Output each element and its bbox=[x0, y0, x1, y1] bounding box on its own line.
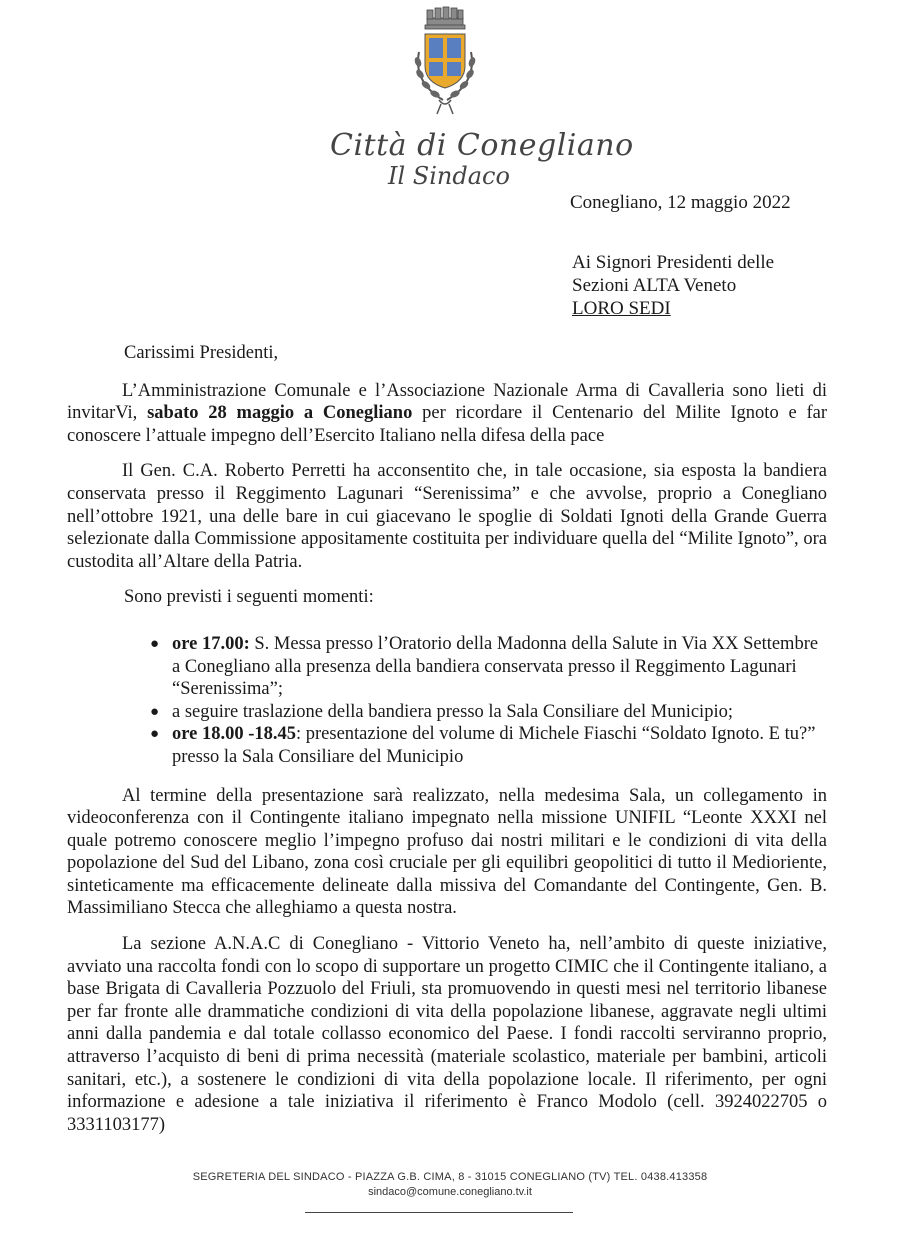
paragraph-invitation-part1: L’Amministrazione Comunale e l’Associazione Nazionale Arma di Cavalleria sono lieti di invitarVi, bbox=[67, 380, 827, 424]
recipient-line-2: Sezioni ALTA Veneto bbox=[572, 275, 737, 296]
bullet-icon: ● bbox=[150, 726, 160, 743]
moment-text: S. Messa presso l’Oratorio della Madonna della Salute in Via XX Settembre a Conegliano alla presenza della bandiera conservata presso il Reggimento Lagunari “Serenissima”; bbox=[172, 633, 819, 700]
paragraph-flag: Il Gen. C.A. Roberto Perretti ha acconsentito che, in tale occasione, sia esposta la bandiera conservata presso il Reggimento Lagunari “Serenissima” e che avvolse, proprio a Conegliano nell’ottobre 1921, una delle bare in cui giacevano le spoglie di Soldati Ignoti della Grande Guerra selezionate dalla Commissione appositamente costituita per individuare quella del “Milite Ignoto”, ora custodita all’Altare della Patria. bbox=[67, 461, 827, 572]
bullet-icon: ● bbox=[150, 635, 160, 652]
letterhead-footer bbox=[0, 1171, 900, 1198]
footer-address: SEGRETERIA DEL SINDACO - PIAZZA G.B. CIMA, 8 - 31015 CONEGLIANO (TV) TEL. 0438.413358 bbox=[192, 1171, 708, 1183]
letter-body bbox=[67, 342, 827, 1149]
moments-intro: Sono previsti i seguenti momenti: bbox=[124, 587, 374, 608]
paragraph-videoconference: Al termine della presentazione sarà realizzato, nella medesima Sala, un collegamento in videoconferenza con il Contingente italiano impegnato nella missione UNIFIL “Leonte XXXI nel quale potremo conoscere meglio l’impegno profuso dai nostri militari e le condizioni di vita della popolazione del Sud del Libano, zona così cruciale per gli equilibri geopolitici di tutto il Medioriente, sinteticamente ma efficacemente delineate dalla missiva del Comandante del Contingente, Gen. B. Massimiliano Stecca che alleghiamo a questa nostra. bbox=[67, 785, 827, 919]
moment-item bbox=[150, 723, 827, 768]
moment-time: ore 17.00: bbox=[172, 633, 250, 654]
recipient-block bbox=[572, 251, 774, 320]
paragraph-invitation-part2: per ricordare il Centenario del Milite Ignoto e far conoscere l’attuale impegno dell’Esercito Italiano nella difesa della pace bbox=[67, 403, 827, 446]
moment-item bbox=[150, 701, 827, 724]
moment-time: ore 18.00 -18.45 bbox=[172, 724, 296, 745]
moment-text: : presentazione del volume di Michele Fiaschi “Soldato Ignoto. E tu?” presso la Sala Consiliare del Municipio bbox=[172, 724, 816, 767]
moment-text: a seguire traslazione della bandiera presso la Sala Consiliare del Municipio; bbox=[172, 701, 733, 722]
office-logotype: Il Sindaco bbox=[388, 162, 510, 190]
moment-item bbox=[150, 633, 827, 701]
city-name-logotype: Città di Conegliano bbox=[330, 128, 634, 163]
paragraph-invitation-bold: sabato 28 maggio a Conegliano bbox=[147, 403, 413, 424]
moments-list bbox=[67, 633, 827, 769]
paragraph-fundraising: La sezione A.N.A.C di Conegliano - Vittorio Veneto ha, nell’ambito di queste iniziative, avviato una raccolta fondi con lo scopo di supportare un progetto CIMIC che il Contingente italiano, a base Brigata di Cavalleria Pozzuolo del Friuli, sta promuovendo in questi mesi nel territorio libanese per far fronte alle drammatiche condizioni di vita della popolazione libanese, aggravate negli ultimi anni dalla pandemia e dal totale collasso economico del Paese. I fondi raccolti serviranno proprio, attraverso l’acquisto di beni di prima necessità (materiale scolastico, materiale per bambini, articoli sanitari, etc.), a sostenere le condizioni di vita della popolazione locale. Il riferimento, per ogni informazione e adesione a tale iniziativa il riferimento è Franco Modolo (cell. 3924022705 o 3331103177) bbox=[67, 934, 827, 1135]
paragraph-invitation bbox=[67, 380, 827, 448]
bullet-icon: ● bbox=[150, 703, 160, 720]
salutation: Carissimi Presidenti, bbox=[124, 343, 279, 363]
recipient-line-3: LORO SEDI bbox=[572, 298, 671, 319]
footer-divider bbox=[305, 1212, 573, 1213]
footer-email[interactable]: sindaco@comune.conegliano.tv.it bbox=[368, 1186, 532, 1198]
recipient-line-1: Ai Signori Presidenti delle bbox=[572, 252, 775, 273]
date-line: Conegliano, 12 maggio 2022 bbox=[570, 192, 791, 213]
city-crest-icon bbox=[405, 4, 485, 126]
